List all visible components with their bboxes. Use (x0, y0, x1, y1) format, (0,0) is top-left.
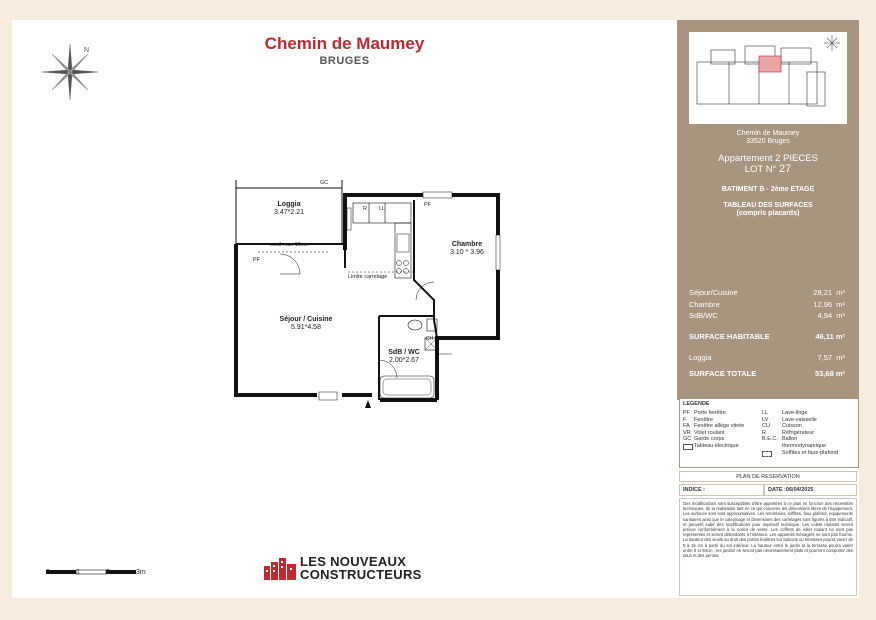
legend-item (762, 450, 838, 460)
legend-item (762, 436, 838, 443)
legend-item (762, 443, 838, 450)
scale-tick-0: 0 (46, 569, 50, 576)
legend-value: Porte fenêtre (694, 410, 726, 416)
key-plan (689, 32, 847, 124)
legend-item (683, 443, 744, 453)
label-gc: GC (320, 180, 329, 186)
scale-tick-2: 2 (106, 569, 110, 576)
info-header (677, 20, 859, 400)
project-city: BRUGES (319, 55, 370, 67)
panel-address-line1: Chemin de Maumey (736, 130, 800, 137)
legend-key (762, 443, 782, 450)
date-label: DATE :06/04/2025 (764, 484, 857, 496)
legend-item (683, 417, 744, 424)
room-loggia (264, 201, 314, 217)
surface-row (689, 300, 845, 309)
legend-title: LEGENDE (683, 401, 710, 407)
panel-lot-number: 27 (779, 163, 792, 175)
surface-value: 28,21 (813, 288, 833, 297)
panel-lot-label: LOT N° (744, 164, 777, 175)
room-chambre-name: Chambre (451, 241, 483, 248)
legend-value: thermodynamique (782, 442, 827, 449)
legend-value: Ballon (782, 436, 798, 443)
logo-line2: CONSTRUCTEURS (300, 567, 422, 582)
panel-table-subtitle: (compris placards) (736, 210, 800, 217)
legend-value: Réfrigérateur (782, 429, 815, 436)
label-ll: LL (379, 206, 386, 212)
company-logo (264, 555, 422, 581)
index-date-row (679, 484, 857, 496)
room-sdb (378, 349, 430, 365)
panel-apartment-type: Appartement 2 PIECES (718, 153, 818, 164)
surface-unit: m² (836, 311, 845, 320)
key-plan-drawing (689, 32, 847, 124)
panel-address-line2: 33520 Bruges (746, 138, 790, 145)
legend-value: Garde corps (694, 436, 725, 443)
disclaimer-text: Des modifications sont susceptibles d'être apportées à ce plan en fonction des nécessités techniques, de la réalisation tant en ce qui concerne les dimensions libres de l'équipement. Les surfaces sont sont approximatives. Les retombées, soffites, faux plafond, equipements sanitaires ainsi que le calepinage et dimensions des carrelages sont figurés à titre indicatif, et peuvent subir des modifications pour impératif technique. Les volets roulants seront prévus conformément à la notice de vente. Les coffrets de volet roulant ne sont pas représentés et seront débordants à l'intérieur. Les appareils ménagers ne sont pas fournis. La hauteur des seuils au droit des portes fenêtres sur balcons ou terrasses pourra varier de 5 à 15 cm à partir du sol intérieur. La hauteur entre le jardin et la terrasse pourra varier entre 0 et 60cm ; les jardins ne seront pas nécessairement plats et pourront comporter des talus et des pentes. (679, 498, 857, 596)
legend-item (762, 417, 838, 424)
legend-key: FA (683, 423, 690, 430)
compass-north-label: N (84, 47, 90, 54)
room-loggia-dims: 3.47*2.21 (274, 209, 304, 216)
legend-key: R (762, 429, 766, 436)
surface-totale-value: 53,68 m² (814, 369, 845, 378)
legend-key: GC (683, 436, 692, 443)
surface-row (689, 311, 845, 320)
legend-right (762, 410, 838, 459)
legend-item (683, 423, 744, 430)
surface-loggia-label: Loggia (689, 353, 712, 362)
legend-key: F (683, 416, 687, 423)
scale-tick-3: 3m (136, 569, 146, 576)
panel-building: BATIMENT B - 2ème ETAGE (721, 186, 815, 193)
legend-value: Volet roulant (694, 429, 725, 436)
room-chambre (437, 241, 497, 257)
floor-plan (12, 20, 677, 598)
legend-item (683, 410, 744, 417)
label-pf-top: PF (424, 202, 432, 208)
surface-habitable-value: 46,11 m² (815, 332, 845, 341)
panel-address (677, 130, 859, 146)
legend-value: Fenêtre allège vitrée (694, 423, 745, 430)
legend-value: Fenêtre (694, 416, 713, 423)
room-loggia-name: Loggia (277, 201, 301, 208)
surface-totale-label: SURFACE TOTALE (689, 369, 757, 378)
legend-key: LV (762, 416, 769, 423)
scale-tick-1: 1 (76, 569, 80, 576)
legend-left (683, 410, 744, 453)
legend-item (683, 430, 744, 437)
label-ch: CH (426, 336, 434, 342)
legend-item (762, 423, 838, 430)
surface-row (689, 288, 845, 297)
legend-key (762, 450, 782, 460)
legend (679, 398, 859, 468)
surface-label: SdB/WC (689, 311, 718, 320)
reservation-plan-label: PLAN DE RESERVATION (679, 471, 857, 482)
surface-value: 12,96 (813, 300, 833, 309)
label-r: R (363, 206, 367, 212)
surface-unit: m² (836, 288, 845, 297)
legend-item (683, 436, 744, 443)
room-sejour-name: Séjour / Cuisine (279, 316, 333, 323)
surface-loggia-unit: m² (836, 353, 845, 362)
logo-buildings-icon (264, 556, 296, 580)
project-name: Chemin de Maumey (264, 34, 425, 53)
surface-totale (689, 369, 845, 378)
surface-label: Chambre (689, 300, 720, 309)
legend-value: Lave-vaisselle (782, 416, 817, 423)
room-sdb-name: SdB / WC (388, 349, 420, 356)
surface-habitable (689, 332, 845, 341)
surface-habitable-label: SURFACE HABITABLE (689, 332, 770, 341)
panel-table-title (677, 202, 859, 218)
label-limite-carrelage: Limite carrelage (348, 274, 388, 280)
legend-key: VR (683, 429, 691, 436)
plan-sheet (12, 20, 677, 598)
legend-value: Tableau électrique (694, 442, 739, 449)
legend-value: Soffites et faux-plafond (782, 449, 839, 456)
legend-item (762, 430, 838, 437)
label-pf-left: PF (253, 257, 261, 263)
panel-table-title-line: TABLEAU DES SURFACES (723, 202, 813, 209)
soffite-icon (762, 451, 772, 457)
index-label: INDICE : (679, 484, 764, 496)
surface-unit: m² (836, 300, 845, 309)
legend-key: LL (762, 410, 769, 416)
label-seuil: seuil max 15cm (270, 242, 309, 248)
surface-loggia-value: 7,57 (817, 353, 833, 362)
legend-value: Lave-linge (782, 410, 808, 416)
surface-value: 4,94 (817, 311, 833, 320)
legend-key: CU (762, 423, 770, 430)
legend-item (762, 410, 838, 417)
legend-value: Cuisson (782, 423, 802, 430)
legend-key: B.E.C. (762, 436, 778, 443)
info-panel (677, 20, 859, 598)
room-sejour (266, 316, 346, 332)
room-sdb-dims: 2.00*2.67 (389, 357, 419, 364)
room-sejour-dims: 5.91*4.58 (291, 324, 321, 331)
logo-line1: LES NOUVEAUX (300, 554, 407, 569)
scale-bar (46, 568, 146, 576)
panel-apartment (677, 153, 859, 175)
room-chambre-dims: 3.10 * 3.96 (450, 249, 484, 256)
surface-loggia (689, 353, 845, 362)
surface-label: Séjour/Cuisine (689, 288, 738, 297)
legend-key (683, 443, 694, 453)
electric-panel-icon (683, 444, 693, 450)
legend-key: PF (683, 410, 691, 416)
